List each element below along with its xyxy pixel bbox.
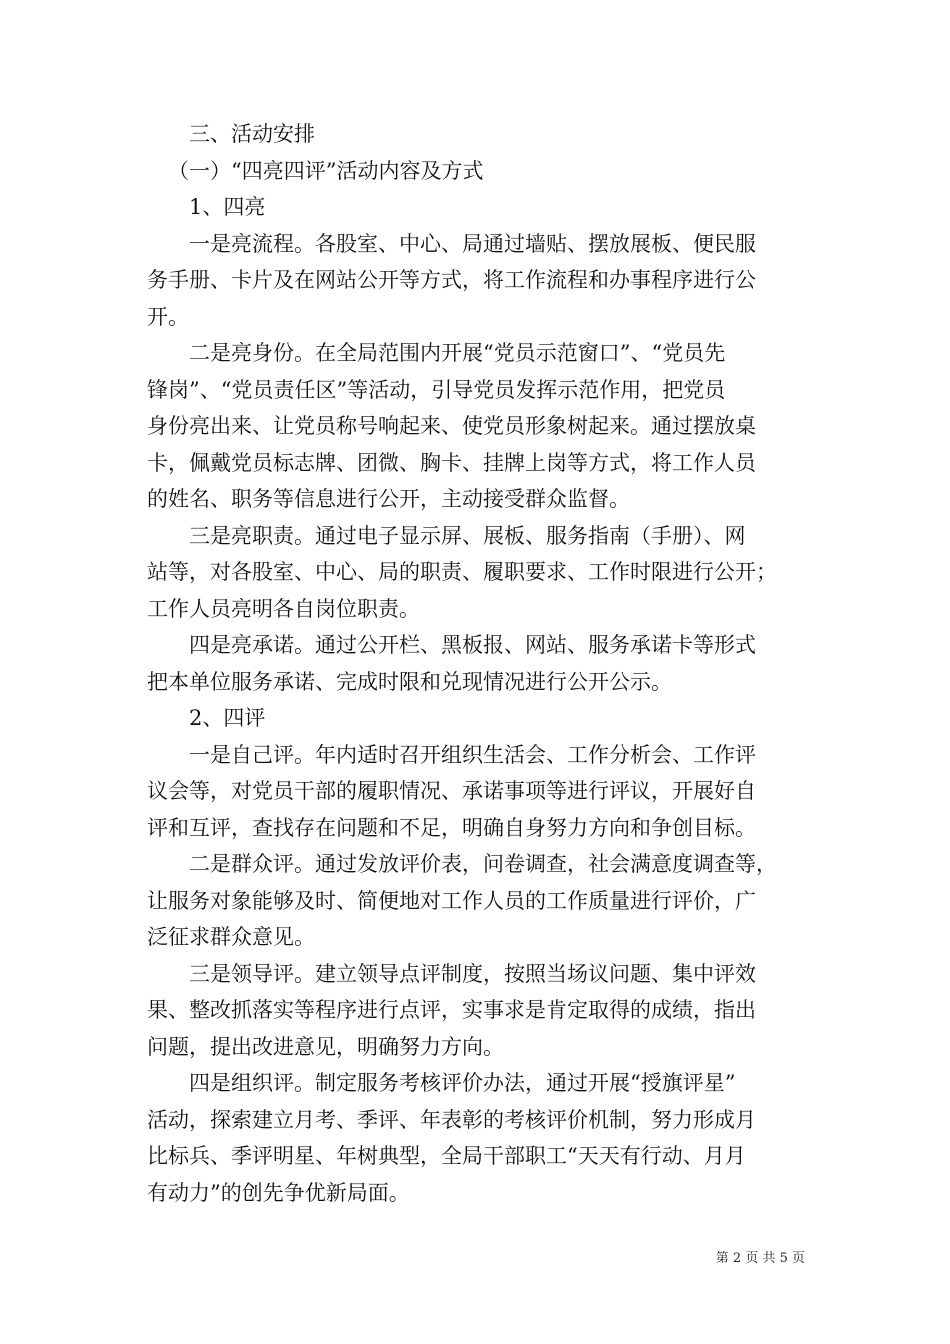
text-line: 务手册、卡片及在网站公开等方式，将工作流程和办事程序进行公 (147, 268, 756, 292)
text-line: 四是亮承诺。通过公开栏、黑板报、网站、服务承诺卡等形式 (189, 633, 756, 657)
text-line: 评和互评，查找存在问题和不足，明确自身努力方向和争创目标。 (147, 815, 756, 840)
text-line: 工作人员亮明各自岗位职责。 (147, 596, 420, 621)
text-line: 比标兵、季评明星、年树典型，全局干部职工“天天有行动、月月 (147, 1144, 746, 1168)
text-line: 锋岗”、“党员责任区”等活动，引导党员发挥示范作用，把党员 (147, 377, 726, 402)
subsection-heading: （一）“四亮四评”活动内容及方式 (168, 158, 484, 183)
section-heading: 三、活动安排 (189, 122, 315, 146)
text-line: 泛征求群众意见。 (147, 925, 315, 949)
text-line: 果、整改抓落实等程序进行点评，实事求是肯定取得的成绩，指出 (147, 998, 756, 1022)
part1-heading: 1、四亮 (189, 195, 266, 219)
text-line: 的姓名、职务等信息进行公开，主动接受群众监督。 (147, 487, 630, 511)
paragraph-ziji-ping (147, 737, 820, 847)
text-line: 问题，提出改进意见，明确努力方向。 (147, 1034, 504, 1059)
text-line: 开。 (147, 304, 189, 329)
paragraph-lingdao-ping (147, 956, 820, 1066)
text-line: 议会等，对党员干部的履职情况、承诺事项等进行评议，开展好自 (147, 779, 756, 803)
text-line: 卡，佩戴党员标志牌、团微、胸卡、挂牌上岗等方式，将工作人员 (147, 450, 756, 475)
text-line: 一是亮流程。各股室、中心、局通过墙贴、摆放展板、便民服 (189, 231, 756, 256)
document-body (147, 116, 820, 1211)
paragraph-liang-shenfen (147, 335, 820, 518)
paragraph-liang-zhize (147, 518, 820, 628)
text-line: 活动，探索建立月考、季评、年表彰的考核评价机制，努力形成月 (147, 1107, 756, 1132)
text-line: 三是领导评。建立领导点评制度，按照当场议问题、集中评效 (189, 961, 756, 986)
page-number: 第 2 页 共 5 页 (715, 1251, 805, 1266)
text-line: 二是群众评。通过发放评价表，问卷调查，社会满意度调查等， (189, 852, 777, 876)
paragraph-zuzhi-ping (147, 1065, 820, 1211)
text-line: 三是亮职责。通过电子显示屏、展板、服务指南（手册）、网 (189, 523, 746, 548)
text-line: 站等，对各股室、中心、局的职责、履职要求、工作时限进行公开； (147, 560, 777, 584)
part2-heading: 2、四评 (189, 706, 266, 730)
text-line: 一是自己评。年内适时召开组织生活会、工作分析会、工作评 (189, 742, 756, 767)
paragraph-liang-chengnuo (147, 627, 820, 700)
text-line: 二是亮身份。在全局范围内开展“党员示范窗口”、“党员先 (189, 341, 726, 365)
text-line: 让服务对象能够及时、简便地对工作人员的工作质量进行评价，广 (147, 888, 756, 913)
text-line: 有动力”的创先争优新局面。 (147, 1180, 410, 1205)
text-line: 身份亮出来、让党员称号响起来、使党员形象树起来。通过摆放桌 (147, 414, 756, 438)
text-line: 把本单位服务承诺、完成时限和兑现情况进行公开公示。 (147, 669, 672, 694)
text-line: 四是组织评。制定服务考核评价办法，通过开展“授旗评星” (189, 1071, 736, 1095)
paragraph-liang-liucheng (147, 226, 820, 336)
paragraph-qunzhong-ping (147, 846, 820, 956)
